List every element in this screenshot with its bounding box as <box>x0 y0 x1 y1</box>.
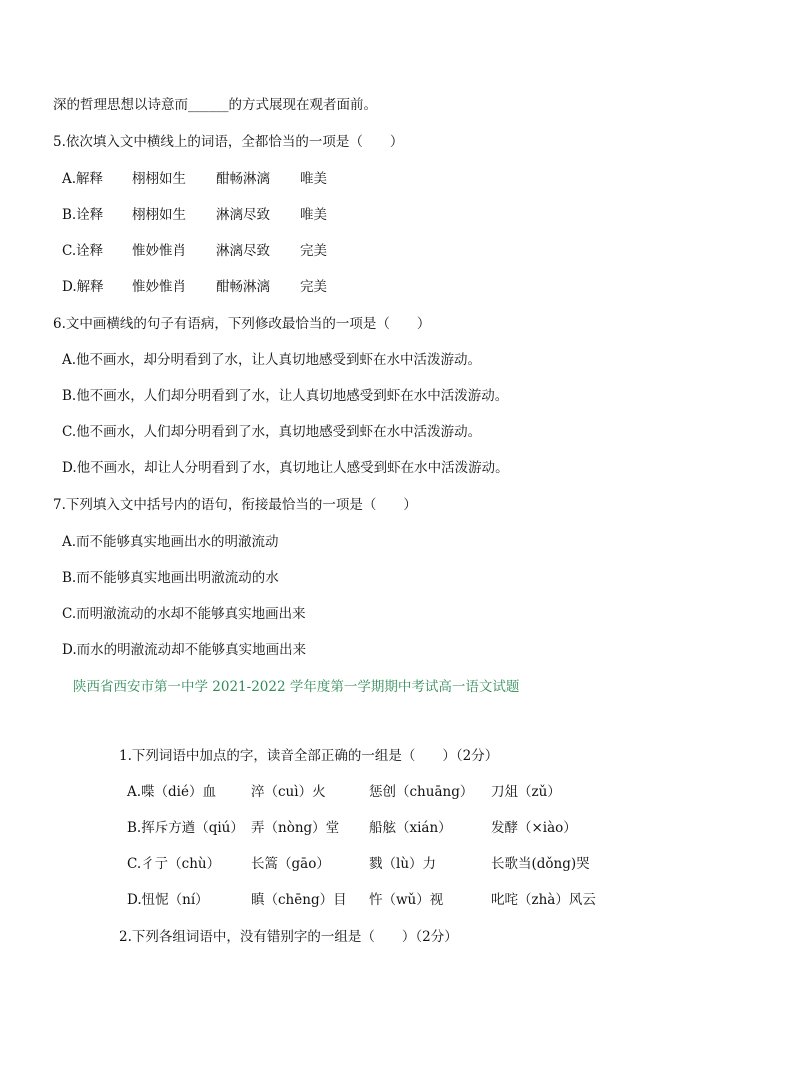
option-word: 淋漓尽致 <box>216 207 270 223</box>
question-5-option-d <box>62 278 327 296</box>
paragraph-ending <box>53 96 377 114</box>
option-word: 忤（wǔ）视 <box>369 892 444 908</box>
question-6-stem: 6.文中画横线的句子有语病，下列修改最恰当的一项是（ ） <box>53 316 431 332</box>
option-word: 栩栩如生 <box>132 171 186 187</box>
option-word: 淬（cuì）火 <box>251 784 326 800</box>
paragraph-text: 深的哲理思想以诗意而 <box>53 97 188 113</box>
question-5-option-a <box>62 170 327 188</box>
option-label: B.诠释 <box>62 207 104 223</box>
question-2-stem: 2.下列各组词语中，没有错别字的一组是（ ）（2分） <box>119 929 458 945</box>
option-label: D.忸怩（ní） <box>127 892 209 908</box>
paragraph-text: 的方式展现在观者面前。 <box>228 97 377 113</box>
option-word: 惟妙惟肖 <box>132 243 186 259</box>
option-word: 戮（lù）力 <box>369 856 437 872</box>
question-7-option-b: B.而不能够真实地画出明澈流动的水 <box>62 570 279 586</box>
option-word: 长歌当(dǒng)哭 <box>491 856 590 872</box>
question-7-option-c: C.而明澈流动的水却不能够真实地画出来 <box>62 606 306 622</box>
option-word: 刀俎（zǔ） <box>491 784 561 800</box>
question-1-stem: 1.下列词语中加点的字，读音全部正确的一组是（ ）（2分） <box>119 748 499 764</box>
question-7-option-a: A.而不能够真实地画出水的明澈流动 <box>62 534 279 550</box>
option-word: 酣畅淋漓 <box>216 279 270 295</box>
question-1-option-c <box>127 855 590 873</box>
option-word: 船舷（xián） <box>369 820 452 836</box>
question-1-option-a <box>127 783 561 801</box>
option-word: 唯美 <box>300 171 327 187</box>
question-5-option-c <box>62 242 327 260</box>
option-word: 瞋（chēng）目 <box>251 892 347 908</box>
option-word: 完美 <box>300 243 327 259</box>
option-label: C.彳亍（chù） <box>127 856 221 872</box>
option-word: 惩创（chuāng） <box>369 784 474 800</box>
option-label: D.解释 <box>62 279 104 295</box>
question-6-option-b: B.他不画水，人们却分明看到了水，让人真切地感受到虾在水中活泼游动。 <box>62 388 509 404</box>
question-7-option-d: D.而水的明澈流动却不能够真实地画出来 <box>62 642 307 658</box>
option-label: A.解释 <box>62 171 104 187</box>
option-word: 栩栩如生 <box>132 207 186 223</box>
option-word: 酣畅淋漓 <box>216 171 270 187</box>
option-word: 淋漓尽致 <box>216 243 270 259</box>
option-word: 惟妙惟肖 <box>132 279 186 295</box>
option-word: 完美 <box>300 279 327 295</box>
question-6-option-c: C.他不画水，人们却分明看到了水，真切地感受到虾在水中活泼游动。 <box>62 424 482 440</box>
option-word: 叱咤（zhà）风云 <box>491 892 596 908</box>
option-label: B.挥斥方遒（qiú） <box>127 820 244 836</box>
option-label: A.喋（dié）血 <box>127 784 216 800</box>
option-word: 唯美 <box>300 207 327 223</box>
option-word: 弄（nòng）堂 <box>251 820 340 836</box>
fill-blank: ______ <box>188 97 229 113</box>
question-5-stem: 5.依次填入文中横线上的词语，全都恰当的一项是（ ） <box>53 134 404 150</box>
option-word: 长篙（gāo） <box>251 856 330 872</box>
exam-title: 陕西省西安市第一中学 2021-2022 学年度第一学期期中考试高一语文试题 <box>73 679 520 695</box>
question-7-stem: 7.下列填入文中括号内的语句，衔接最恰当的一项是（ ） <box>53 497 417 513</box>
question-5-option-b <box>62 206 327 224</box>
option-word: 发酵（×iào） <box>491 820 577 836</box>
question-1-option-b <box>127 819 577 837</box>
option-label: C.诠释 <box>62 243 104 259</box>
question-1-option-d <box>127 891 596 909</box>
question-6-option-a: A.他不画水，却分明看到了水，让人真切地感受到虾在水中活泼游动。 <box>62 352 482 368</box>
question-6-option-d: D.他不画水，却让人分明看到了水，真切地让人感受到虾在水中活泼游动。 <box>62 460 509 476</box>
